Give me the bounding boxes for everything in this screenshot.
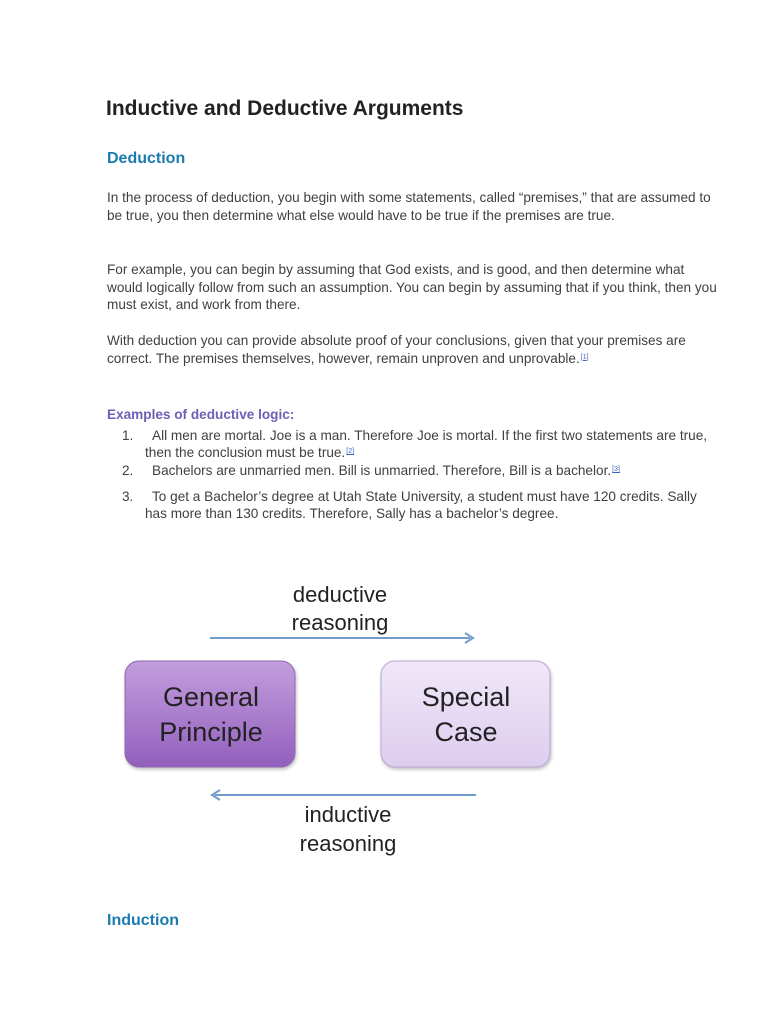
paragraph-premises: In the process of deduction, you begin with some statements, called “premises,” that are assumed to be true, you then determine what else would have to be true if the premises are true. bbox=[107, 190, 711, 223]
deduction-heading: Deduction bbox=[107, 150, 186, 167]
page-title: Inductive and Deductive Arguments bbox=[106, 97, 464, 120]
example-text: All men are mortal. Joe is a man. Therefore Joe is mortal. If the first two statements are true, then the conclusion must be true.[2] bbox=[145, 428, 708, 460]
inductive-label-line2: reasoning bbox=[299, 831, 397, 856]
footnote-link-1[interactable]: [1] bbox=[580, 353, 589, 361]
example-number: 2. bbox=[122, 463, 134, 478]
general-principle-line1: General bbox=[162, 682, 260, 712]
footnote-link-2[interactable]: [2] bbox=[346, 448, 355, 455]
paragraph-example: For example, you can begin by assuming that God exists, and is good, and then determine what would logically follow from such an assumption. You can begin by assuming that if you think, then you must exist, and work from there. bbox=[107, 262, 717, 312]
induction-heading: Induction bbox=[107, 912, 179, 929]
inductive-label-line1: inductive bbox=[304, 802, 392, 827]
paragraph-proof-text: With deduction you can provide absolute proof of your conclusions, given that your premises are correct. The premises themselves, however, remain unproven and unprovable. bbox=[107, 333, 686, 366]
special-case-line2: Case bbox=[434, 717, 498, 747]
special-case-line1: Special bbox=[421, 682, 511, 712]
general-principle-line2: Principle bbox=[159, 717, 263, 747]
example-text: To get a Bachelor’s degree at Utah State University, a student must have 120 credits. Sally has more than 130 credits. Therefore, Sally has a bachelor’s degree. bbox=[145, 489, 697, 521]
inductive-arrow bbox=[212, 790, 476, 800]
example-text: Bachelors are unmarried men. Bill is unmarried. Therefore, Bill is a bachelor.[3] bbox=[152, 463, 620, 478]
deductive-label-line2: reasoning bbox=[291, 610, 389, 635]
deductive-label-line1: deductive bbox=[292, 582, 388, 607]
special-case-box bbox=[381, 661, 550, 767]
example-number: 3. bbox=[122, 489, 134, 504]
footnote-link-3[interactable]: [3] bbox=[612, 466, 620, 473]
general-principle-box bbox=[125, 661, 295, 767]
example-number: 1. bbox=[122, 428, 134, 443]
examples-heading: Examples of deductive logic: bbox=[107, 407, 295, 422]
